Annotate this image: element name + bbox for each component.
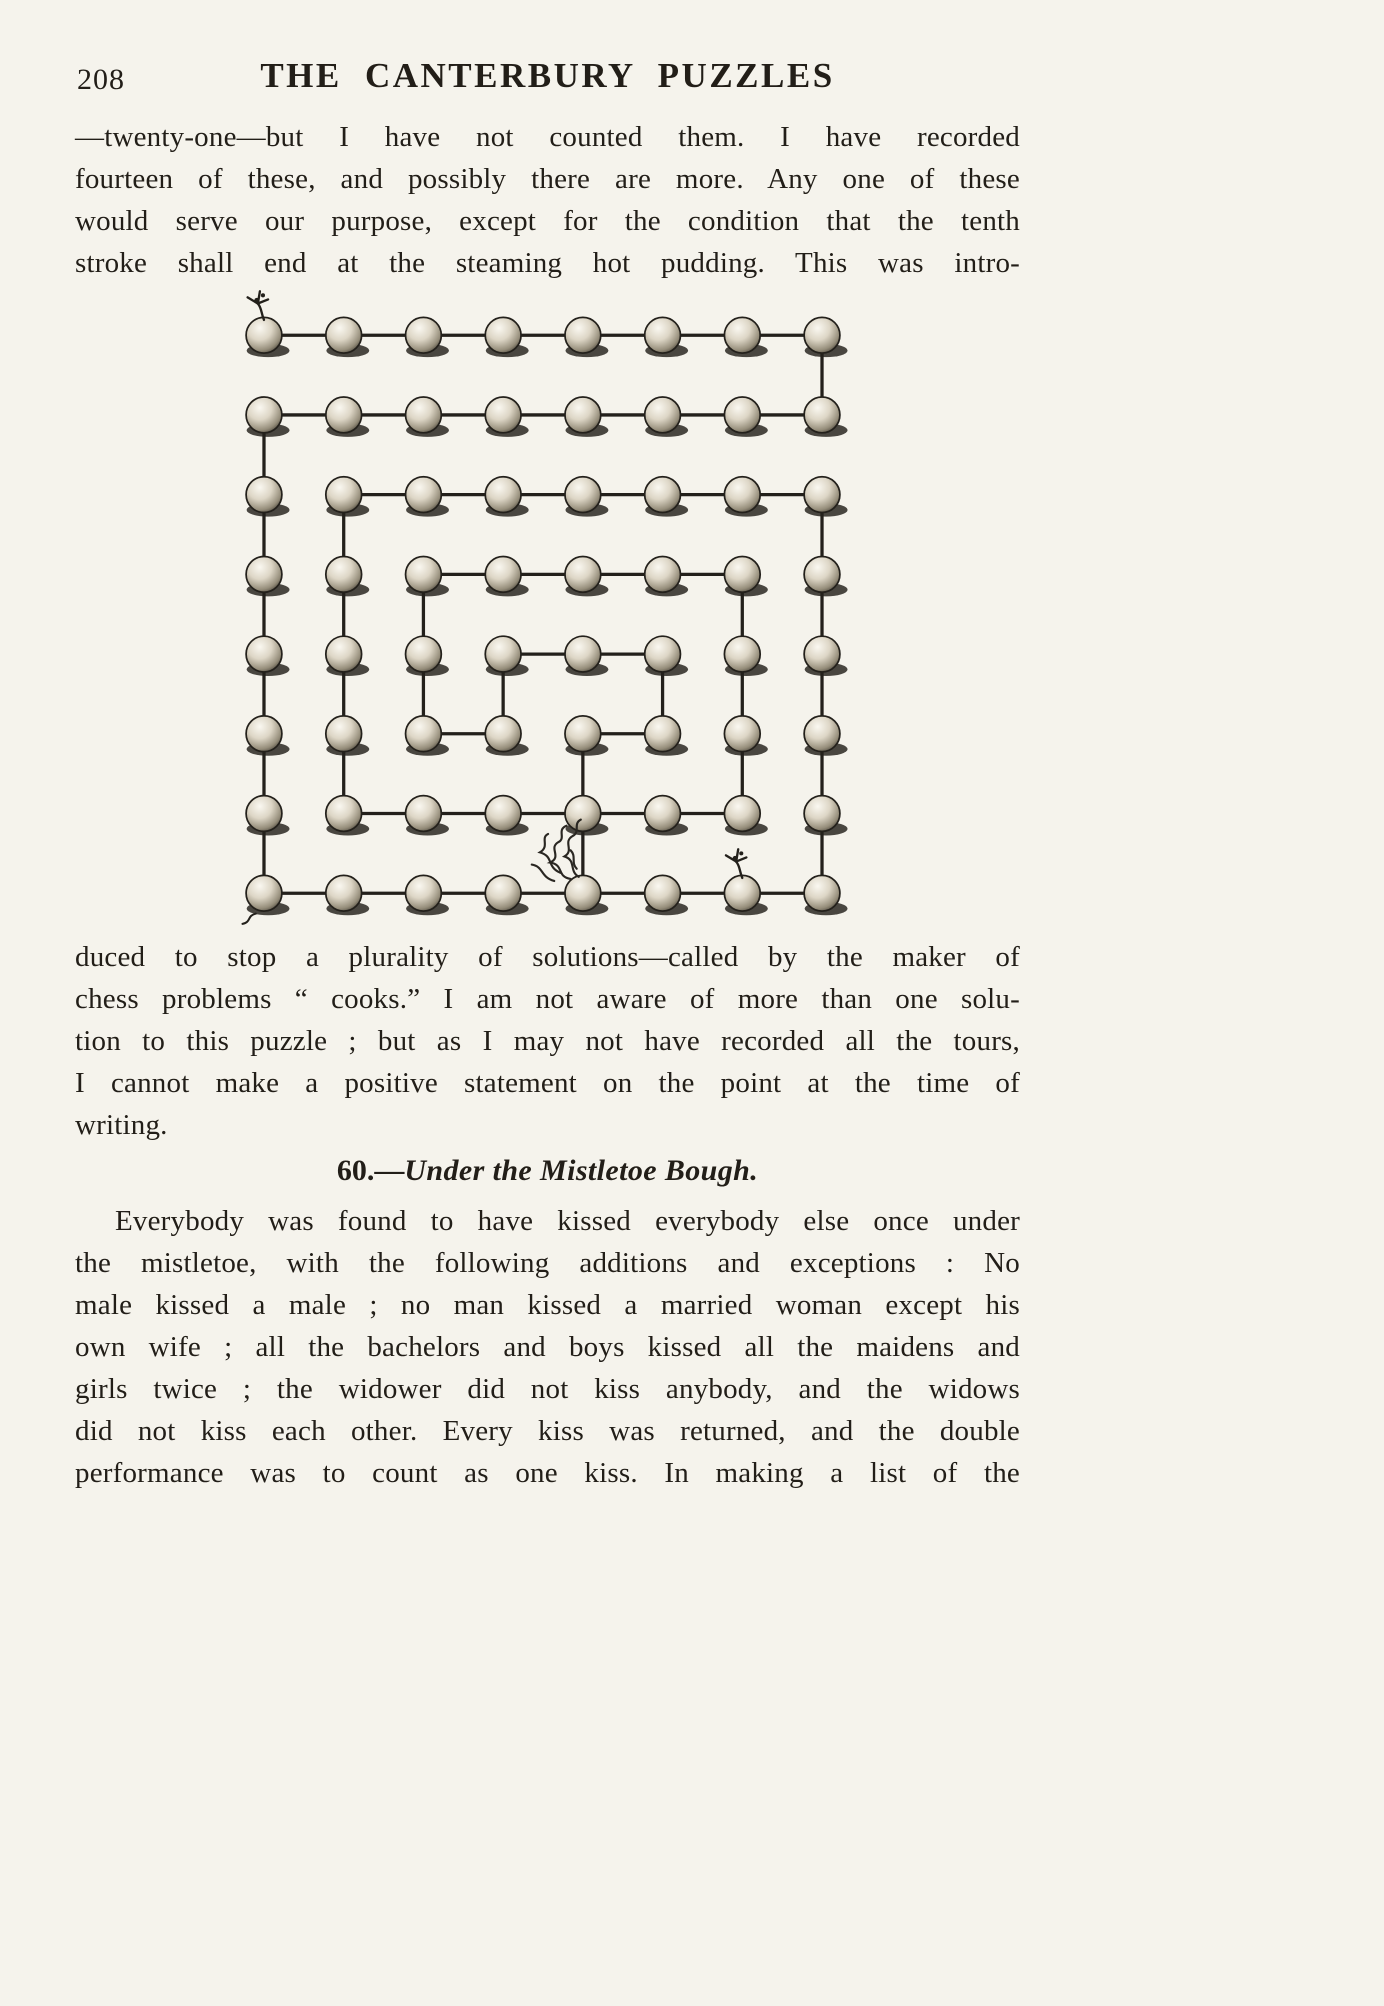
- pudding: [645, 477, 681, 513]
- paragraph-top: [75, 116, 1020, 284]
- section-heading: [75, 1150, 1020, 1192]
- pudding: [406, 796, 442, 832]
- pudding: [326, 317, 362, 353]
- pudding: [565, 317, 601, 353]
- pudding: [645, 397, 681, 433]
- text-line: tion to this puzzle ; but as I may not have recorded all the tours,: [75, 1025, 1020, 1057]
- pudding-tour-figure: [218, 282, 878, 931]
- pudding: [804, 796, 840, 832]
- pudding: [485, 397, 521, 433]
- pudding: [246, 636, 282, 672]
- pudding-grid-diagram: [218, 282, 868, 926]
- pudding: [326, 556, 362, 592]
- text-line: male kissed a male ; no man kissed a married woman except his: [75, 1289, 1020, 1321]
- section-title: Under the Mistletoe Bough.: [404, 1154, 759, 1187]
- pudding: [406, 636, 442, 672]
- text-line: duced to stop a plurality of solutions—called by the maker of: [75, 941, 1020, 973]
- pudding: [326, 716, 362, 752]
- pudding: [565, 556, 601, 592]
- pudding: [485, 636, 521, 672]
- pudding: [565, 875, 601, 911]
- paragraph-mistletoe: [75, 1200, 1020, 1494]
- pudding: [485, 477, 521, 513]
- pudding: [645, 317, 681, 353]
- pudding: [406, 716, 442, 752]
- pudding: [326, 875, 362, 911]
- pudding: [565, 636, 601, 672]
- flourish-mark: [243, 914, 256, 924]
- pudding: [804, 397, 840, 433]
- pudding: [485, 875, 521, 911]
- pudding: [485, 716, 521, 752]
- text-line: performance was to count as one kiss. In making a list of the: [75, 1457, 1020, 1489]
- page-number: 208: [77, 63, 125, 96]
- pudding: [645, 716, 681, 752]
- pudding: [406, 317, 442, 353]
- pudding: [406, 875, 442, 911]
- pudding: [565, 716, 601, 752]
- text-line: I cannot make a positive statement on the point at the time of: [75, 1067, 1020, 1099]
- pudding: [326, 397, 362, 433]
- text-line: Everybody was found to have kissed everybody else once under: [115, 1205, 1020, 1237]
- text-line: chess problems “ cooks.” I am not aware of more than one solu-: [75, 983, 1020, 1015]
- running-title: THE CANTERBURY PUZZLES: [260, 56, 835, 95]
- section-number: 60.—: [336, 1154, 405, 1187]
- pudding: [724, 397, 760, 433]
- text-line: stroke shall end at the steaming hot pudding. This was intro-: [75, 247, 1020, 279]
- pudding: [326, 477, 362, 513]
- pudding: [565, 796, 601, 832]
- pudding: [246, 556, 282, 592]
- pudding: [645, 556, 681, 592]
- pudding: [804, 716, 840, 752]
- pudding: [485, 796, 521, 832]
- pudding: [485, 556, 521, 592]
- paragraph-continuation: [75, 936, 1020, 1146]
- pudding: [724, 317, 760, 353]
- pudding: [406, 556, 442, 592]
- pudding: [724, 477, 760, 513]
- pudding: [246, 317, 282, 353]
- pudding: [804, 477, 840, 513]
- text-line: writing.: [75, 1109, 168, 1141]
- pudding: [804, 556, 840, 592]
- pudding: [326, 636, 362, 672]
- pudding: [565, 477, 601, 513]
- pudding: [804, 317, 840, 353]
- text-line: the mistletoe, with the following additions and exceptions : No: [75, 1247, 1020, 1279]
- pudding: [406, 477, 442, 513]
- pudding: [246, 477, 282, 513]
- pudding: [724, 875, 760, 911]
- pudding: [246, 397, 282, 433]
- pudding: [724, 636, 760, 672]
- pudding: [406, 397, 442, 433]
- pudding: [724, 556, 760, 592]
- text-line: own wife ; all the bachelors and boys kissed all the maidens and: [75, 1331, 1020, 1363]
- pudding: [565, 397, 601, 433]
- pudding: [246, 716, 282, 752]
- pudding: [724, 716, 760, 752]
- pudding: [804, 875, 840, 911]
- holly-sprig-start-icon: [248, 291, 268, 320]
- text-line: —twenty-one—but I have not counted them. I have recorded: [75, 121, 1020, 153]
- pudding: [246, 796, 282, 832]
- pudding: [645, 636, 681, 672]
- pudding: [485, 317, 521, 353]
- text-line: fourteen of these, and possibly there are more. Any one of these: [75, 163, 1020, 195]
- pudding: [724, 796, 760, 832]
- text-line: girls twice ; the widower did not kiss anybody, and the widows: [75, 1373, 1020, 1405]
- text-line: would serve our purpose, except for the condition that the tenth: [75, 205, 1020, 237]
- pudding: [804, 636, 840, 672]
- pudding: [326, 796, 362, 832]
- holly-sprig-icon: [726, 849, 746, 878]
- text-line: did not kiss each other. Every kiss was returned, and the double: [75, 1415, 1020, 1447]
- page-header: [75, 56, 1020, 104]
- pudding: [645, 796, 681, 832]
- pudding: [645, 875, 681, 911]
- pudding: [246, 875, 282, 911]
